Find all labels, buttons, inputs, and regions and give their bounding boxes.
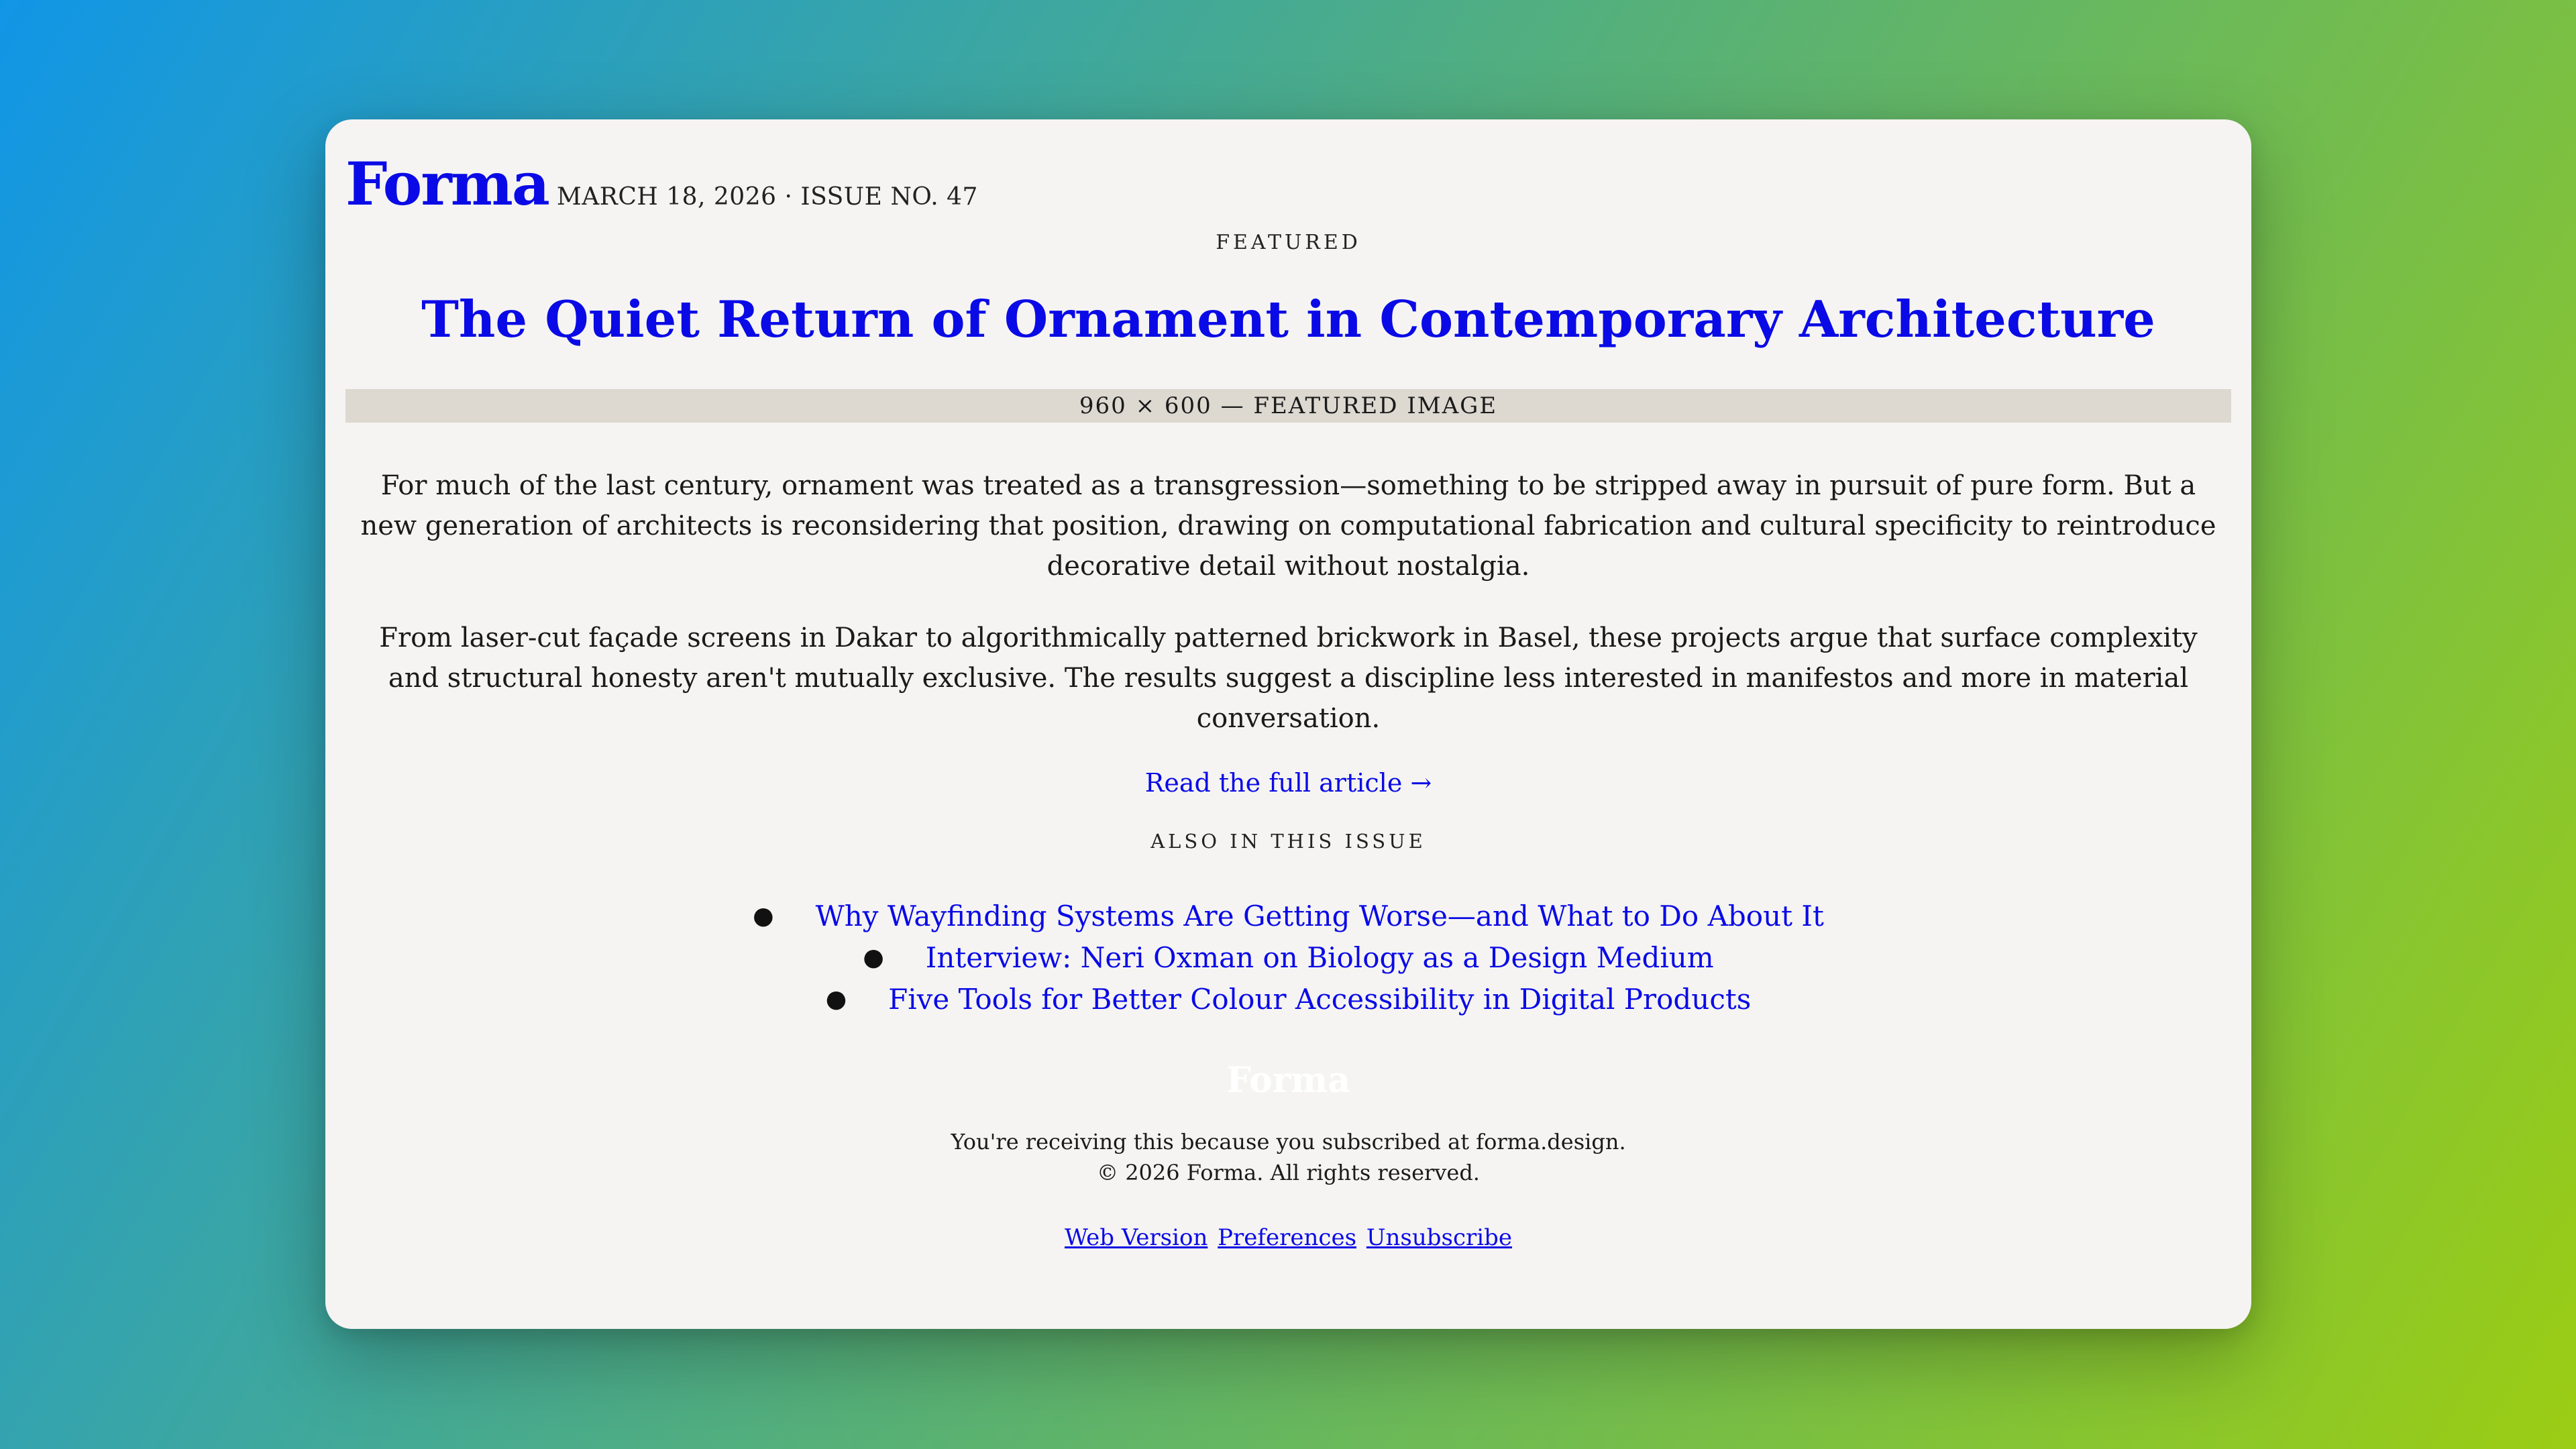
- featured-headline[interactable]: The Quiet Return of Ornament in Contemporary Architecture: [421, 290, 2155, 349]
- bullet-icon: ●: [753, 902, 774, 930]
- featured-paragraph-1: For much of the last century, ornament was treated as a transgression—something to be stripped away in pursuit of pure form. But a new generation of architects is reconsidering that position, drawing on computational fabrication and cultural specificity to reintroduce decorative detail without nostalgia.: [360, 470, 2216, 582]
- featured-image-placeholder: [345, 389, 2231, 423]
- copyright-note: © 2026 Forma. All rights reserved.: [1097, 1159, 1480, 1185]
- preferences-link[interactable]: Preferences: [1218, 1224, 1357, 1251]
- read-full-article-link[interactable]: Read the full article →: [1144, 767, 1432, 798]
- related-article-link[interactable]: Interview: Neri Oxman on Biology as a Design Medium: [925, 941, 1714, 974]
- masthead: [345, 149, 2231, 219]
- web-version-link[interactable]: Web Version: [1064, 1224, 1208, 1251]
- list-item: [345, 896, 2231, 938]
- newsletter-card: [325, 119, 2251, 1329]
- footer-links: [345, 1224, 2231, 1251]
- related-articles-list: [345, 896, 2231, 1021]
- featured-image-label: 960 × 600 — FEATURED IMAGE: [1079, 392, 1498, 419]
- footer-note: [345, 1126, 2231, 1188]
- list-item: [345, 938, 2231, 979]
- related-article-link[interactable]: Why Wayfinding Systems Are Getting Worse—and What to Do About It: [815, 899, 1824, 932]
- footer-brand: Forma: [1226, 1059, 1350, 1101]
- related-article-link[interactable]: Five Tools for Better Colour Accessibility in Digital Products: [888, 982, 1752, 1016]
- also-in-issue-label: ALSO IN THIS ISSUE: [1150, 829, 1426, 853]
- bullet-icon: ●: [825, 985, 847, 1013]
- unsubscribe-link[interactable]: Unsubscribe: [1366, 1224, 1512, 1251]
- bullet-icon: ●: [863, 943, 884, 971]
- issue-meta: MARCH 18, 2026 · ISSUE NO. 47: [556, 183, 978, 211]
- list-item: [345, 979, 2231, 1021]
- featured-kicker: FEATURED: [1216, 231, 1361, 254]
- subscription-note: You're receiving this because you subscribed at forma.design.: [951, 1128, 1626, 1155]
- featured-paragraph-2: From laser-cut façade screens in Dakar to algorithmically patterned brickwork in Basel, these projects argue that surface complexity and structural honesty aren't mutually exclusive. The results suggest a discipline less interested in manifestos and more in material conversation.: [379, 622, 2198, 734]
- brand-logo[interactable]: Forma: [345, 149, 549, 219]
